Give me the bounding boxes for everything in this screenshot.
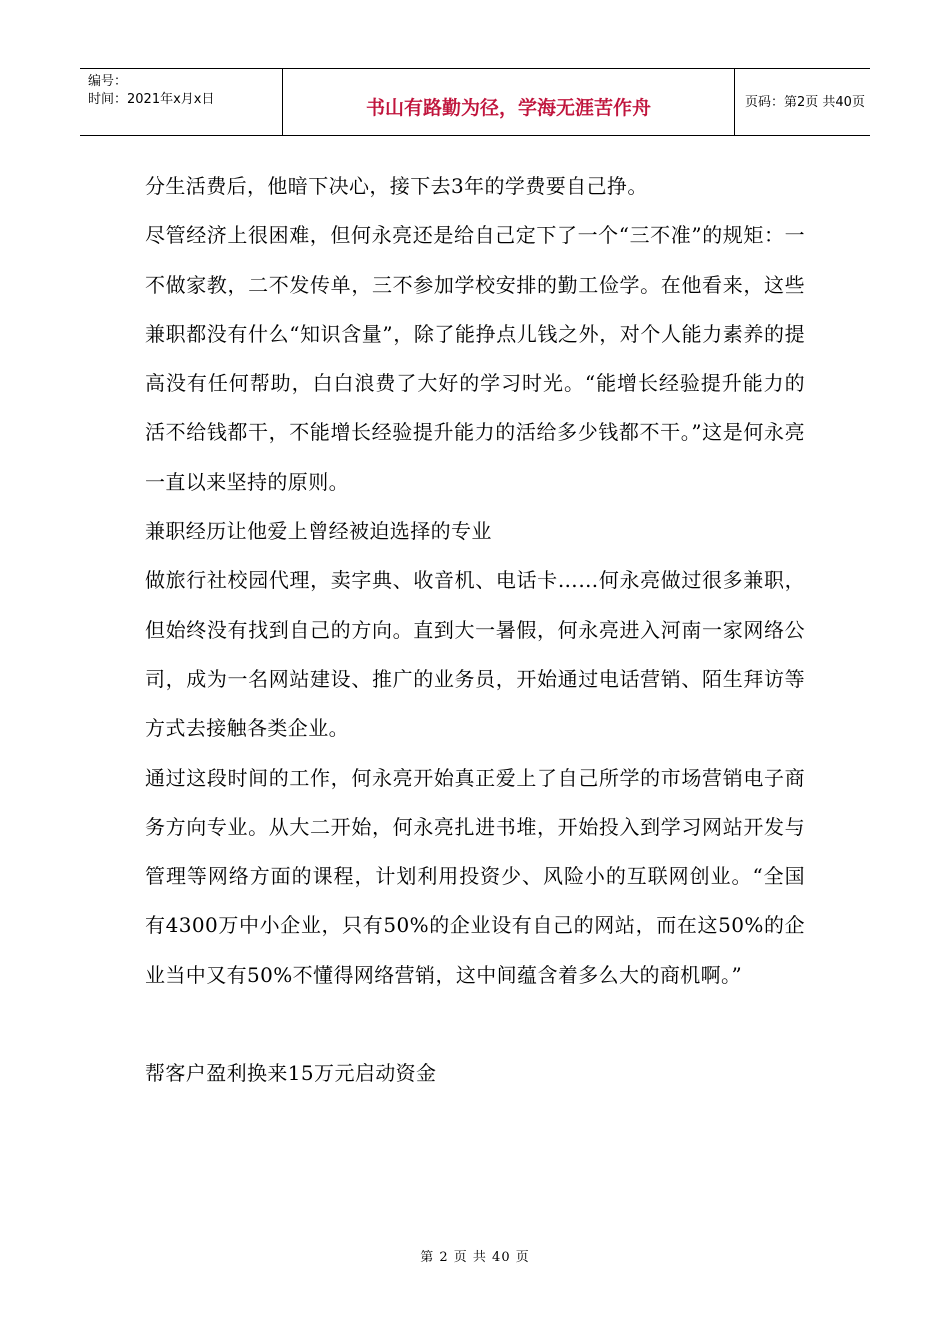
header-motto-cell (283, 69, 735, 135)
section-heading: 兼职经历让他爱上曾经被迫选择的专业 (145, 519, 492, 544)
paragraph: 做旅行社校园代理，卖字典、收音机、电话卡……何永亮做过很多兼职，但始终没有找到自己的方向。直到大一暑假，何永亮进入河南一家网络公司，成为一名网站建设、推广的业务员，开始通过电话营销、陌生拜访等方式去接触各类企业。 (145, 568, 805, 741)
document-body (145, 162, 805, 1098)
paragraph: 通过这段时间的工作，何永亮开始真正爱上了自己所学的市场营销电子商务方向专业。从大二开始，何永亮扎进书堆，开始投入到学习网站开发与管理等网络方面的课程，计划利用投资少、风险小的互联网创业。“全国有4300万中小企业，只有50%的企业设有自己的网站，而在这50%的企业当中又有50%不懂得网络营销，这中间蕴含着多么大的商机啊。” (145, 765, 805, 987)
paragraph: 尽管经济上很困难，但何永亮还是给自己定下了一个“三不准”的规矩：一不做家教，二不发传单，三不参加学校安排的勤工俭学。在他看来，这些兼职都没有什么“知识含量”，除了能挣点儿钱之外，对个人能力素养的提高没有任何帮助，白白浪费了大好的学习时光。“能增长经验提升能力的活不给钱都干，不能增长经验提升能力的活给多少钱都不干。”这是何永亮一直以来坚持的原则。 (145, 223, 805, 494)
motto: 书山有路勤为径，学海无涯苦作舟 (365, 97, 651, 119)
header-meta-cell (80, 69, 283, 135)
paragraph: 分生活费后，他暗下决心，接下去3年的学费要自己挣。 (145, 174, 648, 198)
page-header (80, 68, 870, 136)
section-heading: 帮客户盈利换来15万元启动资金 (145, 1061, 437, 1086)
header-page-cell (735, 69, 870, 135)
page-footer: 第 2 页 共 40 页 (420, 1250, 530, 1265)
number-label: 编号： (88, 74, 128, 89)
date-label: 时间：2021年x月x日 (88, 92, 215, 107)
blank-line (145, 1000, 805, 1049)
page-info: 页码：第2页 共40页 (745, 95, 865, 110)
